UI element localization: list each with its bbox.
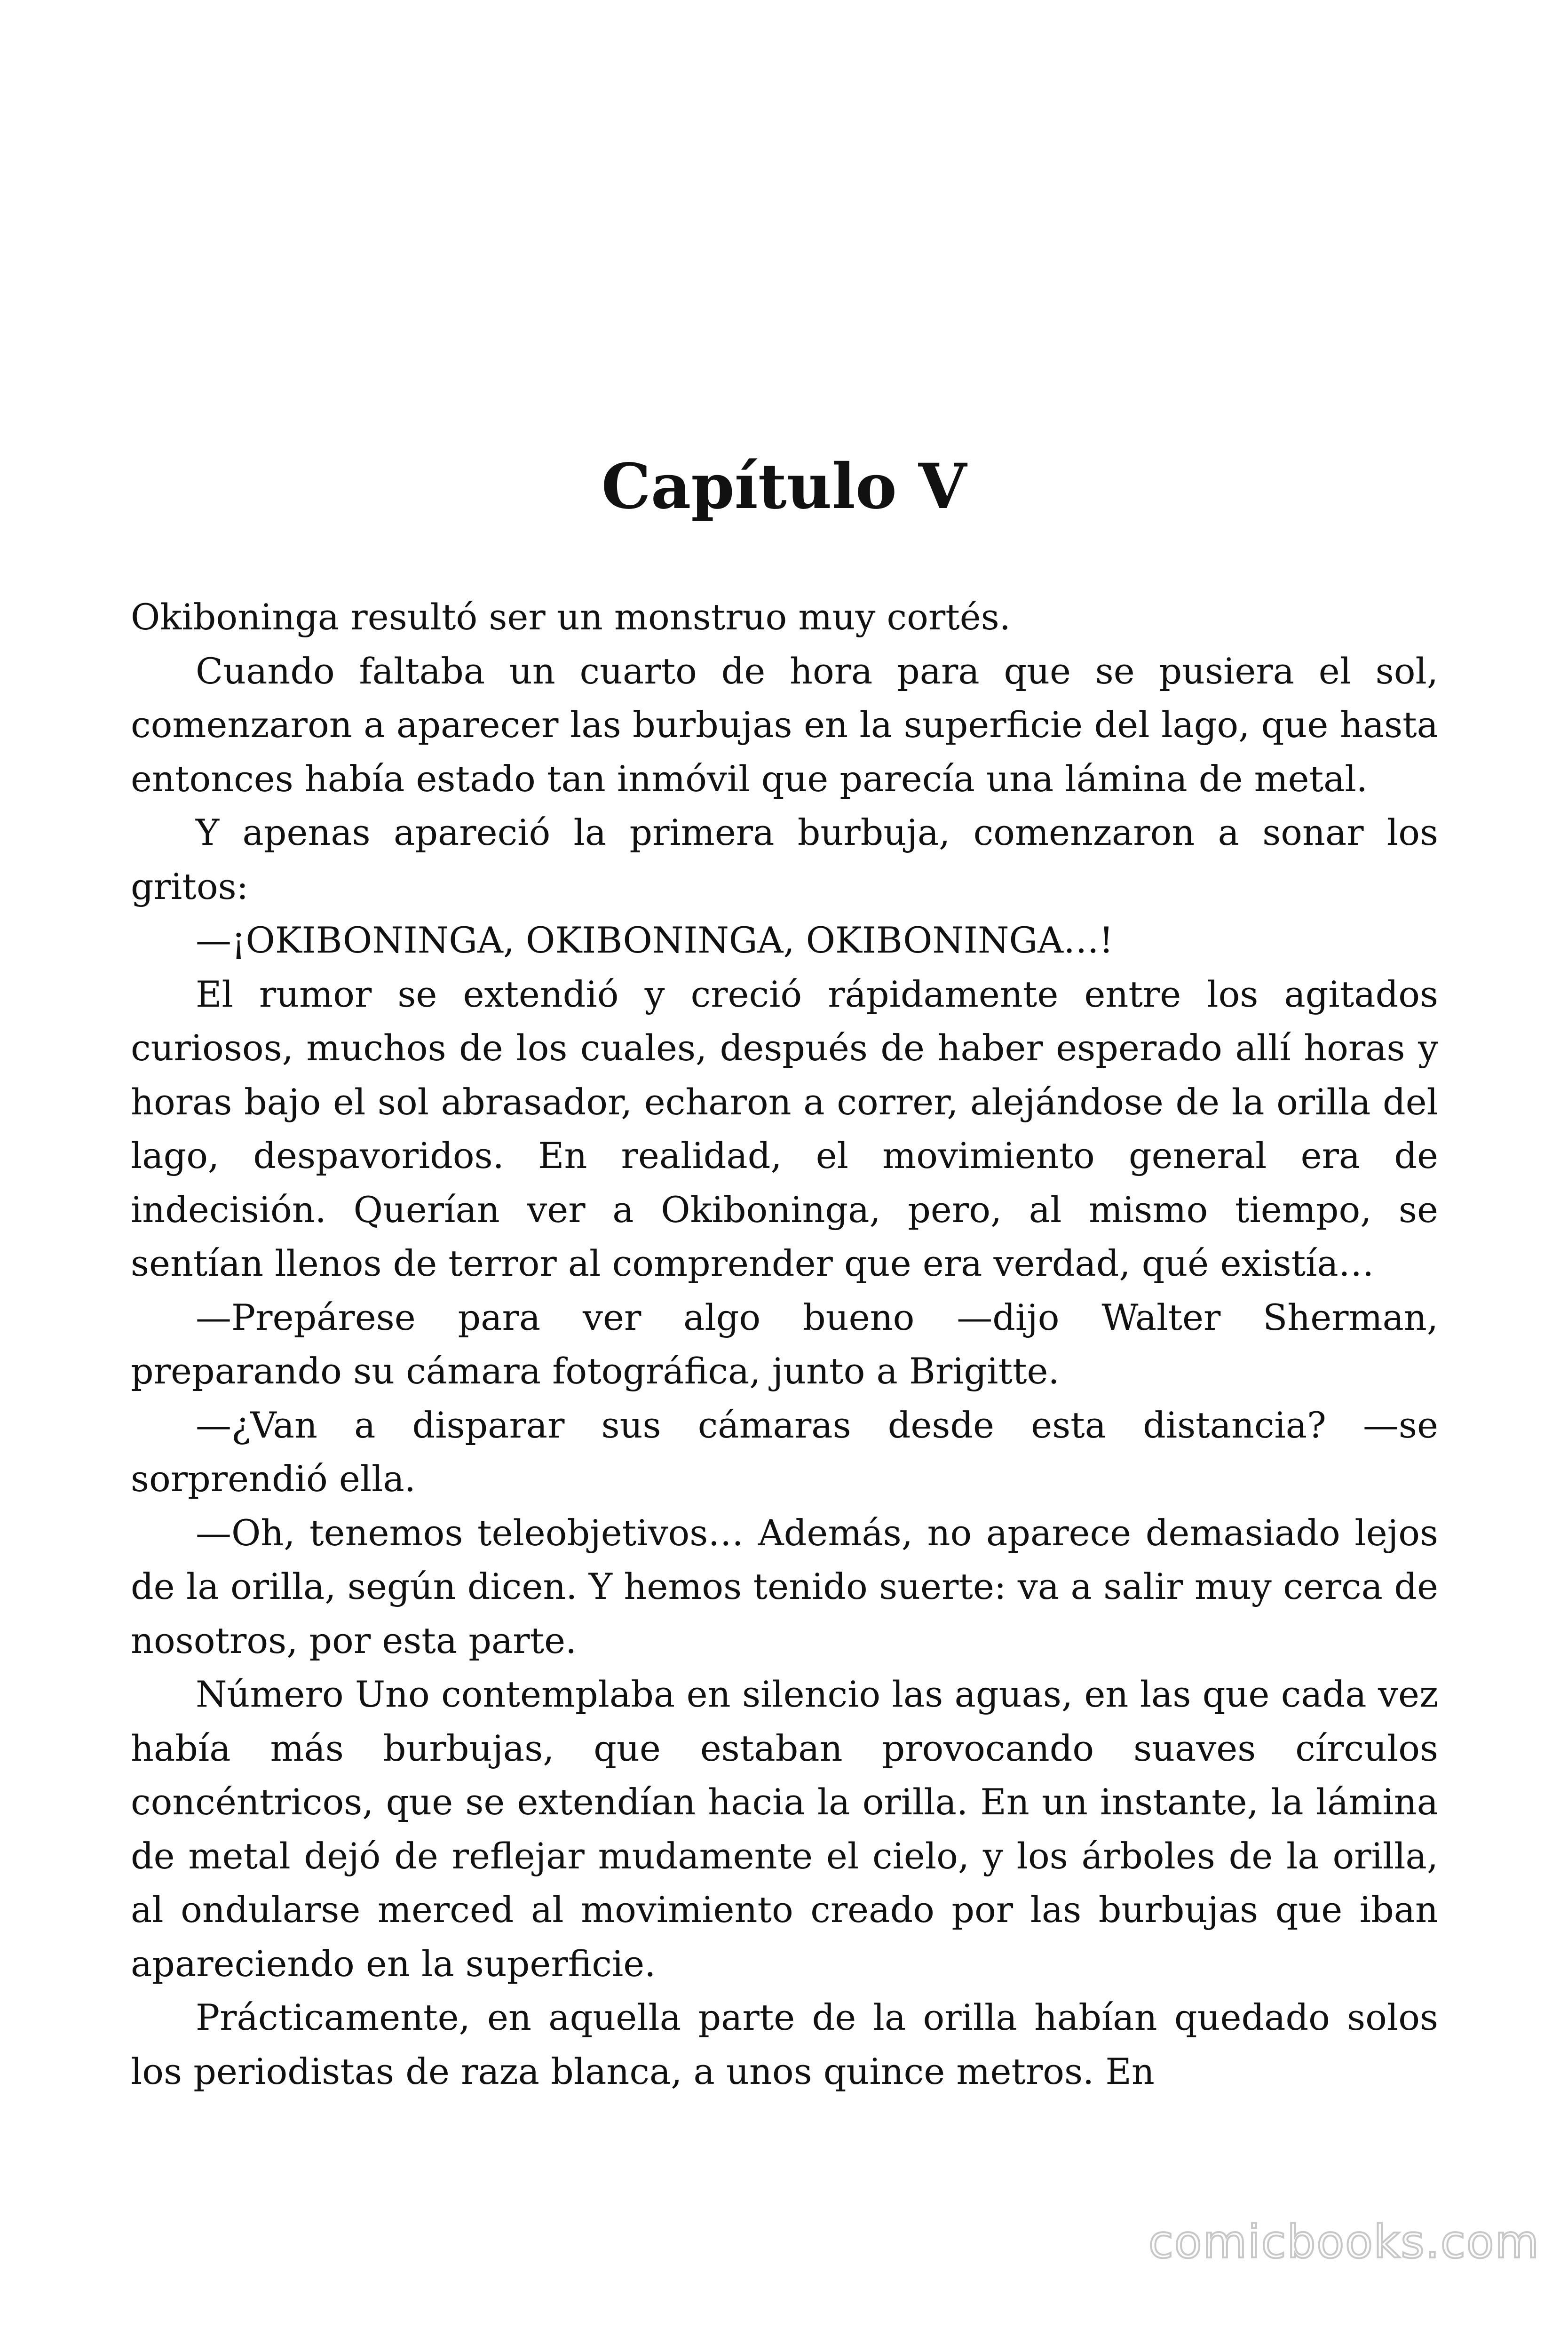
paragraph: Prácticamente, en aquella parte de la orilla habían quedado solos los periodistas de raza blanca, a unos quince metros. En — [131, 1996, 1438, 2092]
paragraph: —¿Van a disparar sus cámaras desde esta distancia? —se sorprendió ella. — [131, 1404, 1438, 1500]
paragraph: —Oh, tenemos teleobjetivos… Además, no aparece demasiado lejos de la orilla, según dicen. Y hemos tenido suerte: va a salir muy cerca de nosotros, por esta parte. — [131, 1511, 1438, 1661]
paragraph: Okiboninga resultó ser un monstruo muy cortés. — [131, 596, 1011, 638]
paragraph: Número Uno contemplaba en silencio las aguas, en las que cada vez había más burbujas, que estaban provocando suaves círculos concéntricos, que se extendían hacia la orilla. En un instante, la lámina de metal dejó de reflejar mudamente el cielo, y los árboles de la orilla, al ondularse merced al movimiento creado por las burbujas que iban apareciendo en la superficie. — [131, 1673, 1438, 1985]
paragraph: Y apenas apareció la primera burbuja, comenzaron a sonar los gritos: — [131, 811, 1438, 907]
paragraph: Cuando faltaba un cuarto de hora para que se pusiera el sol, comenzaron a aparecer las burbujas en la superficie del lago, que hasta entonces había estado tan inmóvil que parecía una lámina de metal. — [131, 650, 1438, 800]
paragraph: —¡OKIBONINGA, OKIBONINGA, OKIBONINGA…! — [196, 919, 1114, 961]
chapter-body — [131, 590, 1438, 2098]
chapter-title: Capítulo V — [601, 450, 967, 523]
paragraph: El rumor se extendió y creció rápidamente entre los agitados curiosos, muchos de los cuales, después de haber esperado allí horas y horas bajo el sol abrasador, echaron a correr, alejándose de la orilla del lago, despavoridos. En realidad, el movimiento general era de indecisión. Querían ver a Okiboninga, pero, al mismo tiempo, se sentían llenos de terror al comprender que era verdad, qué existía… — [131, 973, 1438, 1284]
watermark: comicbooks.com — [1148, 2216, 1540, 2268]
paragraph: —Prepárese para ver algo bueno —dijo Walter Sherman, preparando su cámara fotográfica, junto a Brigitte. — [131, 1296, 1438, 1392]
